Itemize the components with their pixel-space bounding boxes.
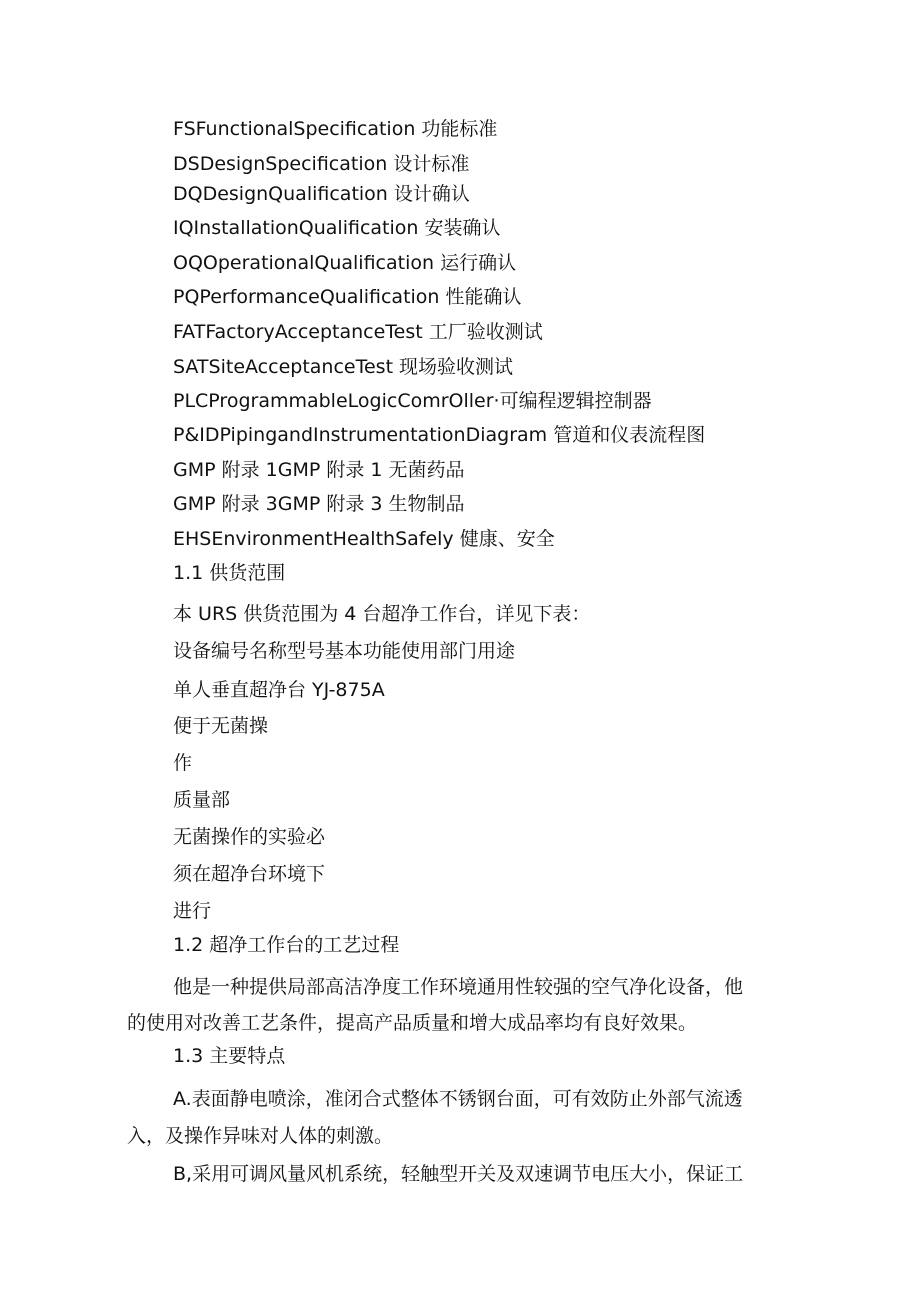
table-header: 设备编号名称型号基本功能使用部门用途 [173,640,516,662]
table-cell-function-1: 便于无菌操 [173,715,269,737]
table-cell-department: 质量部 [173,789,231,811]
table-cell-purpose-2: 须在超净台环境下 [173,863,326,885]
abbreviation-ehs: EHSEnvironmentHealthSafely 健康、安全 [173,528,555,550]
feature-a-line-1: A.表面静电喷涂，准闭合式整体不锈钢台面，可有效防止外部气流透 [173,1088,743,1110]
table-cell-purpose-3: 进行 [173,900,212,922]
process-paragraph-line-1: 他是一种提供局部高洁净度工作环境通用性较强的空气净化设备，他 [173,976,744,998]
abbreviation-iq: IQInstallationQualification 安装确认 [173,217,501,239]
abbreviation-gmp-1: GMP 附录 1GMP 附录 1 无菌药品 [173,459,465,481]
section-heading-1-1: 1.1 供货范围 [173,562,286,584]
abbreviation-dq: DQDesignQualification 设计确认 [173,183,470,205]
abbreviation-pq: PQPerformanceQualification 性能确认 [173,286,522,308]
table-cell-purpose-1: 无菌操作的实验必 [173,826,326,848]
abbreviation-fs: FSFunctionalSpecification 功能标准 [173,118,498,140]
abbreviation-pid: P&IDPipingandInstrumentationDiagram 管道和仪表流程图 [173,424,706,446]
abbreviation-oq: OQOperationalQualification 运行确认 [173,252,517,274]
section-heading-1-2: 1.2 超净工作台的工艺过程 [173,934,400,956]
abbreviation-gmp-3: GMP 附录 3GMP 附录 3 生物制品 [173,493,465,515]
abbreviation-plc: PLCProgrammableLogicComrOller·可编程逻辑控制器 [173,390,652,412]
table-cell-name-model: 单人垂直超净台 YJ-875A [173,679,385,701]
abbreviation-ds: DSDesignSpecification 设计标准 [173,153,470,175]
supply-scope-intro: 本 URS 供货范围为 4 台超净工作台，详见下表： [173,603,591,625]
abbreviation-sat: SATSiteAcceptanceTest 现场验收测试 [173,356,514,378]
table-cell-function-2: 作 [173,752,193,774]
process-paragraph-line-2: 的使用对改善工艺条件，提高产品质量和增大成品率均有良好效果。 [127,1012,698,1034]
feature-a-line-2: 入，及操作异味对人体的刺激。 [127,1125,394,1147]
abbreviation-fat: FATFactoryAcceptanceTest 工厂验收测试 [173,321,543,343]
section-heading-1-3: 1.3 主要特点 [173,1045,286,1067]
feature-b-line-1: B,采用可调风量风机系统，轻触型开关及双速调节电压大小，保证工 [173,1163,744,1185]
